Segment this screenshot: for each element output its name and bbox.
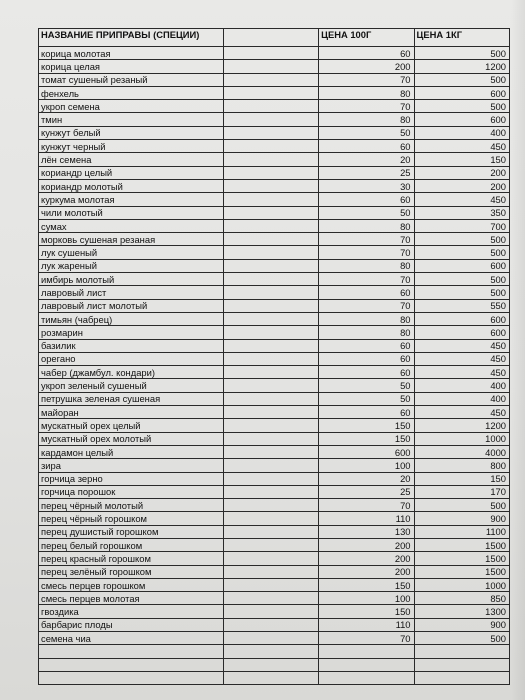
price-100g-cell <box>319 658 414 671</box>
spice-name-cell: перец белый горошком <box>39 538 224 551</box>
spacer-cell <box>223 352 318 365</box>
table-row <box>39 406 510 419</box>
spice-name-cell <box>39 645 224 658</box>
spacer-cell <box>223 259 318 272</box>
table-row <box>39 485 510 498</box>
table-row <box>39 86 510 99</box>
price-1kg-cell: 1200 <box>414 60 509 73</box>
price-100g-cell: 70 <box>319 246 414 259</box>
table-row <box>39 658 510 671</box>
price-1kg-cell: 900 <box>414 618 509 631</box>
spacer-cell <box>223 126 318 139</box>
spacer-cell <box>223 113 318 126</box>
price-list <box>38 28 510 700</box>
price-100g-cell: 60 <box>319 339 414 352</box>
spice-name-cell: томат сушеный резаный <box>39 73 224 86</box>
table-row <box>39 432 510 445</box>
price-1kg-cell: 800 <box>414 459 509 472</box>
price-1kg-cell: 1000 <box>414 578 509 591</box>
spacer-cell <box>223 86 318 99</box>
spacer-cell <box>223 246 318 259</box>
spice-name-cell: имбирь молотый <box>39 273 224 286</box>
price-1kg-cell: 400 <box>414 126 509 139</box>
spice-name-cell: барбарис плоды <box>39 618 224 631</box>
table-row <box>39 512 510 525</box>
spacer-cell <box>223 552 318 565</box>
spacer-cell <box>223 618 318 631</box>
spice-name-cell: розмарин <box>39 326 224 339</box>
table-row <box>39 140 510 153</box>
price-1kg-cell: 450 <box>414 366 509 379</box>
table-row <box>39 366 510 379</box>
price-100g-cell: 80 <box>319 326 414 339</box>
price-100g-cell: 200 <box>319 552 414 565</box>
table-row <box>39 445 510 458</box>
price-1kg-cell: 400 <box>414 379 509 392</box>
price-1kg-cell: 500 <box>414 47 509 60</box>
spice-name-cell: горчица зерно <box>39 472 224 485</box>
price-100g-cell: 60 <box>319 406 414 419</box>
price-1kg-cell: 150 <box>414 153 509 166</box>
price-100g-cell: 70 <box>319 233 414 246</box>
table-row <box>39 499 510 512</box>
header-price-100g: ЦЕНА 100Г <box>319 29 414 47</box>
spice-name-cell: тимьян (чабрец) <box>39 312 224 325</box>
spice-price-table <box>38 28 510 685</box>
table-row <box>39 126 510 139</box>
price-1kg-cell: 700 <box>414 219 509 232</box>
table-row <box>39 618 510 631</box>
spice-name-cell: чабер (джамбул. кондари) <box>39 366 224 379</box>
price-100g-cell: 70 <box>319 499 414 512</box>
price-100g-cell: 25 <box>319 166 414 179</box>
price-100g-cell: 60 <box>319 366 414 379</box>
price-1kg-cell: 400 <box>414 392 509 405</box>
table-row <box>39 525 510 538</box>
price-100g-cell: 80 <box>319 113 414 126</box>
table-row <box>39 392 510 405</box>
price-100g-cell: 70 <box>319 299 414 312</box>
price-1kg-cell: 500 <box>414 273 509 286</box>
price-1kg-cell: 200 <box>414 179 509 192</box>
price-100g-cell: 60 <box>319 193 414 206</box>
spacer-cell <box>223 605 318 618</box>
spice-name-cell: кунжут белый <box>39 126 224 139</box>
spacer-cell <box>223 179 318 192</box>
spacer-cell <box>223 339 318 352</box>
table-row <box>39 60 510 73</box>
table-row <box>39 153 510 166</box>
spice-name-cell: перец чёрный горошком <box>39 512 224 525</box>
price-100g-cell: 100 <box>319 459 414 472</box>
price-100g-cell <box>319 671 414 684</box>
spacer-cell <box>223 632 318 645</box>
spice-name-cell: кориандр молотый <box>39 179 224 192</box>
spice-name-cell: лавровый лист молотый <box>39 299 224 312</box>
spice-name-cell: зира <box>39 459 224 472</box>
price-1kg-cell: 450 <box>414 352 509 365</box>
price-100g-cell: 150 <box>319 578 414 591</box>
spice-name-cell: лён семена <box>39 153 224 166</box>
price-1kg-cell: 900 <box>414 512 509 525</box>
spice-name-cell: базилик <box>39 339 224 352</box>
spice-name-cell: горчица порошок <box>39 485 224 498</box>
price-1kg-cell: 1500 <box>414 552 509 565</box>
price-100g-cell: 50 <box>319 379 414 392</box>
spice-name-cell: смесь перцев горошком <box>39 578 224 591</box>
spice-name-cell <box>39 658 224 671</box>
table-row <box>39 206 510 219</box>
spice-name-cell: мускатный орех целый <box>39 419 224 432</box>
table-row <box>39 47 510 60</box>
table-row <box>39 286 510 299</box>
price-1kg-cell: 500 <box>414 100 509 113</box>
spice-name-cell: морковь сушеная резаная <box>39 233 224 246</box>
spice-name-cell: корица целая <box>39 60 224 73</box>
spacer-cell <box>223 73 318 86</box>
spacer-cell <box>223 485 318 498</box>
spice-name-cell: перец красный горошком <box>39 552 224 565</box>
price-100g-cell: 20 <box>319 153 414 166</box>
price-100g-cell: 600 <box>319 445 414 458</box>
table-row <box>39 193 510 206</box>
spice-name-cell: сумах <box>39 219 224 232</box>
price-100g-cell: 80 <box>319 312 414 325</box>
spacer-cell <box>223 538 318 551</box>
table-row <box>39 273 510 286</box>
spacer-cell <box>223 366 318 379</box>
price-1kg-cell: 600 <box>414 113 509 126</box>
price-100g-cell: 200 <box>319 60 414 73</box>
spacer-cell <box>223 658 318 671</box>
spice-name-cell: лавровый лист <box>39 286 224 299</box>
spacer-cell <box>223 499 318 512</box>
price-1kg-cell: 450 <box>414 140 509 153</box>
price-1kg-cell: 450 <box>414 406 509 419</box>
table-row <box>39 166 510 179</box>
table-row <box>39 459 510 472</box>
spacer-cell <box>223 299 318 312</box>
table-row <box>39 73 510 86</box>
price-1kg-cell: 500 <box>414 499 509 512</box>
price-1kg-cell: 150 <box>414 472 509 485</box>
price-100g-cell: 25 <box>319 485 414 498</box>
price-100g-cell: 150 <box>319 419 414 432</box>
header-blank <box>223 29 318 47</box>
table-row <box>39 352 510 365</box>
price-1kg-cell: 600 <box>414 86 509 99</box>
spacer-cell <box>223 273 318 286</box>
price-1kg-cell: 350 <box>414 206 509 219</box>
spacer-cell <box>223 525 318 538</box>
price-100g-cell: 60 <box>319 47 414 60</box>
spacer-cell <box>223 592 318 605</box>
table-row <box>39 339 510 352</box>
price-100g-cell: 60 <box>319 286 414 299</box>
price-100g-cell: 80 <box>319 86 414 99</box>
spice-name-cell: майоран <box>39 406 224 419</box>
spice-name-cell: орегано <box>39 352 224 365</box>
table-row <box>39 645 510 658</box>
spacer-cell <box>223 312 318 325</box>
table-row <box>39 671 510 684</box>
header-price-1kg: ЦЕНА 1КГ <box>414 29 509 47</box>
table-row <box>39 312 510 325</box>
spacer-cell <box>223 419 318 432</box>
spice-name-cell: кунжут черный <box>39 140 224 153</box>
table-row <box>39 565 510 578</box>
table-row <box>39 578 510 591</box>
price-1kg-cell: 450 <box>414 193 509 206</box>
spacer-cell <box>223 326 318 339</box>
spacer-cell <box>223 166 318 179</box>
price-1kg-cell: 4000 <box>414 445 509 458</box>
table-row <box>39 179 510 192</box>
price-100g-cell: 60 <box>319 140 414 153</box>
spice-name-cell: кардамон целый <box>39 445 224 458</box>
price-1kg-cell: 500 <box>414 73 509 86</box>
spacer-cell <box>223 459 318 472</box>
spacer-cell <box>223 512 318 525</box>
spice-name-cell: укроп зеленый сушеный <box>39 379 224 392</box>
spice-name-cell: перец чёрный молотый <box>39 499 224 512</box>
price-100g-cell: 50 <box>319 126 414 139</box>
spacer-cell <box>223 60 318 73</box>
price-100g-cell: 200 <box>319 538 414 551</box>
spacer-cell <box>223 286 318 299</box>
spice-name-cell: куркума молотая <box>39 193 224 206</box>
price-1kg-cell: 500 <box>414 632 509 645</box>
spice-name-cell: гвоздика <box>39 605 224 618</box>
price-1kg-cell: 1200 <box>414 419 509 432</box>
price-100g-cell: 70 <box>319 273 414 286</box>
spacer-cell <box>223 193 318 206</box>
table-row <box>39 605 510 618</box>
spacer-cell <box>223 578 318 591</box>
table-row <box>39 632 510 645</box>
price-1kg-cell: 1000 <box>414 432 509 445</box>
spice-name-cell: лук сушеный <box>39 246 224 259</box>
table-row <box>39 100 510 113</box>
price-1kg-cell: 850 <box>414 592 509 605</box>
spacer-cell <box>223 472 318 485</box>
price-100g-cell: 70 <box>319 632 414 645</box>
price-100g-cell: 80 <box>319 219 414 232</box>
price-100g-cell: 100 <box>319 592 414 605</box>
price-1kg-cell: 500 <box>414 233 509 246</box>
spice-name-cell: укроп семена <box>39 100 224 113</box>
spice-name-cell: смесь перцев молотая <box>39 592 224 605</box>
spacer-cell <box>223 392 318 405</box>
table-row <box>39 552 510 565</box>
price-100g-cell: 70 <box>319 73 414 86</box>
price-100g-cell: 50 <box>319 206 414 219</box>
spacer-cell <box>223 379 318 392</box>
table-row <box>39 259 510 272</box>
price-1kg-cell: 1300 <box>414 605 509 618</box>
spice-name-cell: кориандр целый <box>39 166 224 179</box>
spice-name-cell: фенхель <box>39 86 224 99</box>
spice-name-cell: лук жареный <box>39 259 224 272</box>
price-1kg-cell: 1500 <box>414 565 509 578</box>
price-1kg-cell <box>414 658 509 671</box>
price-100g-cell: 30 <box>319 179 414 192</box>
price-1kg-cell: 550 <box>414 299 509 312</box>
paper-shadow-edge <box>511 0 525 700</box>
spice-name-cell: чили молотый <box>39 206 224 219</box>
price-1kg-cell <box>414 671 509 684</box>
price-100g-cell: 80 <box>319 259 414 272</box>
price-100g-cell: 70 <box>319 100 414 113</box>
table-row <box>39 419 510 432</box>
price-1kg-cell: 450 <box>414 339 509 352</box>
table-row <box>39 326 510 339</box>
spacer-cell <box>223 233 318 246</box>
spacer-cell <box>223 206 318 219</box>
price-100g-cell: 110 <box>319 512 414 525</box>
spice-name-cell: перец зелёный горошком <box>39 565 224 578</box>
price-100g-cell: 150 <box>319 432 414 445</box>
spice-name-cell: тмин <box>39 113 224 126</box>
spacer-cell <box>223 671 318 684</box>
spacer-cell <box>223 100 318 113</box>
spice-name-cell: мускатный орех молотый <box>39 432 224 445</box>
price-1kg-cell: 200 <box>414 166 509 179</box>
table-row <box>39 472 510 485</box>
price-1kg-cell: 500 <box>414 246 509 259</box>
table-row <box>39 113 510 126</box>
price-100g-cell <box>319 645 414 658</box>
spice-name-cell <box>39 671 224 684</box>
table-row <box>39 379 510 392</box>
spacer-cell <box>223 645 318 658</box>
price-1kg-cell: 170 <box>414 485 509 498</box>
price-100g-cell: 50 <box>319 392 414 405</box>
spice-name-cell: перец душистый горошком <box>39 525 224 538</box>
table-row <box>39 299 510 312</box>
spacer-cell <box>223 432 318 445</box>
table-row <box>39 592 510 605</box>
spacer-cell <box>223 406 318 419</box>
spacer-cell <box>223 153 318 166</box>
price-1kg-cell: 500 <box>414 286 509 299</box>
table-body <box>39 47 510 685</box>
price-1kg-cell <box>414 645 509 658</box>
spacer-cell <box>223 219 318 232</box>
price-1kg-cell: 1100 <box>414 525 509 538</box>
price-100g-cell: 60 <box>319 352 414 365</box>
table-row <box>39 233 510 246</box>
table-row <box>39 538 510 551</box>
price-100g-cell: 200 <box>319 565 414 578</box>
header-spice-name: НАЗВАНИЕ ПРИПРАВЫ (СПЕЦИИ) <box>39 29 224 47</box>
spice-name-cell: корица молотая <box>39 47 224 60</box>
price-100g-cell: 110 <box>319 618 414 631</box>
price-1kg-cell: 600 <box>414 259 509 272</box>
spice-name-cell: семена чиа <box>39 632 224 645</box>
table-row <box>39 246 510 259</box>
price-100g-cell: 20 <box>319 472 414 485</box>
spacer-cell <box>223 565 318 578</box>
price-1kg-cell: 1500 <box>414 538 509 551</box>
price-100g-cell: 150 <box>319 605 414 618</box>
spacer-cell <box>223 445 318 458</box>
spacer-cell <box>223 140 318 153</box>
table-row <box>39 219 510 232</box>
price-1kg-cell: 600 <box>414 326 509 339</box>
price-100g-cell: 130 <box>319 525 414 538</box>
table-header-row <box>39 29 510 47</box>
price-1kg-cell: 600 <box>414 312 509 325</box>
spice-name-cell: петрушка зеленая сушеная <box>39 392 224 405</box>
spacer-cell <box>223 47 318 60</box>
